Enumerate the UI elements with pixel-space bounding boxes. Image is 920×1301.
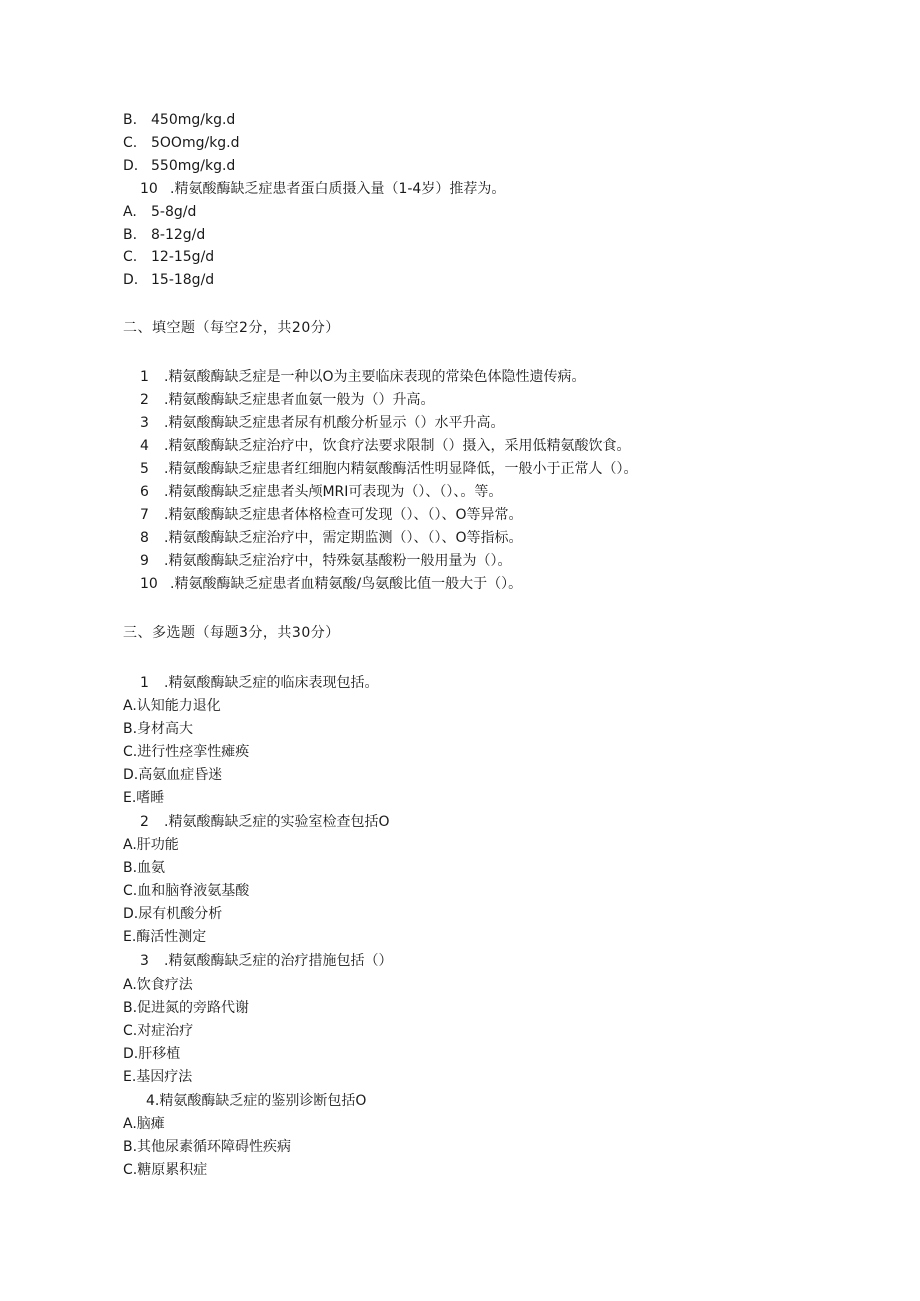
mc-option: D.尿有机酸分析 [123,906,223,922]
mc-option: D.高氨血症昏迷 [123,767,223,783]
section-heading-fill-blank: 二、填空题（每空2分，共20分） [123,320,340,336]
mc-option: B.身材高大 [123,721,194,737]
fill-blank-item: 1 .精氨酸酶缺乏症是一种以O为主要临床表现的常染色体隐性遗传病。 [140,369,586,385]
mc-option: C.对症治疗 [123,1023,194,1039]
mc-option: A.饮食疗法 [123,977,193,993]
fill-blank-item: 7 .精氨酸酶缺乏症患者体格检查可发现（）、（）、O等异常。 [140,507,523,523]
mc-option: E.嗜睡 [123,790,165,806]
fill-blank-item: 8 .精氨酸酶缺乏症治疗中，需定期监测（）、（）、O等指标。 [140,530,523,546]
mc-option: C.糖原累积症 [123,1162,208,1178]
mc-question-2: 2 .精氨酸酶缺乏症的实验室检查包括O [140,814,390,830]
fill-blank-item: 3 .精氨酸酶缺乏症患者尿有机酸分析显示（）水平升高。 [140,415,505,431]
option-c: C. 5OOmg/kg.d [123,135,240,151]
option-d: D. 550mg/kg.d [123,158,236,174]
mc-option: C.进行性痉挛性瘫痪 [123,744,250,760]
mc-option: A.肝功能 [123,837,179,853]
mc-option: E.酶活性测定 [123,929,207,945]
question-10: 10 .精氨酸酶缺乏症患者蛋白质摄入量（1-4岁）推荐为。 [140,181,506,197]
fill-blank-item: 5 .精氨酸酶缺乏症患者红细胞内精氨酸酶活性明显降低，一般小于正常人（）。 [140,461,638,477]
mc-option: B.其他尿素循环障碍性疾病 [123,1139,292,1155]
mc-question-1: 1 .精氨酸酶缺乏症的临床表现包括。 [140,675,379,691]
mc-option: C.血和脑脊液氨基酸 [123,883,250,899]
fill-blank-item: 9 .精氨酸酶缺乏症治疗中，特殊氨基酸粉一般用量为（）。 [140,553,512,569]
mc-option: E.基因疗法 [123,1069,193,1085]
mc-option: B.促进氮的旁路代谢 [123,1000,250,1016]
fill-blank-item: 10 .精氨酸酶缺乏症患者血精氨酸/鸟氨酸比值一般大于（）。 [140,576,523,592]
mc-question-3: 3 .精氨酸酶缺乏症的治疗措施包括（） [140,953,393,969]
fill-blank-item: 2 .精氨酸酶缺乏症患者血氨一般为（）升高。 [140,392,435,408]
fill-blank-item: 6 .精氨酸酶缺乏症患者头颅MRI可表现为（）、（）、。等。 [140,484,503,500]
fill-blank-item: 4 .精氨酸酶缺乏症治疗中，饮食疗法要求限制（）摄入，采用低精氨酸饮食。 [140,438,631,454]
option-a: A. 5-8g/d [123,204,197,220]
mc-option: D.肝移植 [123,1046,181,1062]
option-b: B. 450mg/kg.d [123,112,236,128]
section-heading-multiple-choice: 三、多选题（每题3分，共30分） [123,625,340,641]
mc-option: A.脑瘫 [123,1116,165,1132]
mc-option: A.认知能力退化 [123,698,221,714]
mc-option: B.血氨 [123,860,166,876]
mc-question-4: 4.精氨酸酶缺乏症的鉴别诊断包括O [146,1093,367,1109]
option-d: D. 15-18g/d [123,272,215,288]
option-c: C. 12-15g/d [123,249,215,265]
option-b: B. 8-12g/d [123,227,206,243]
